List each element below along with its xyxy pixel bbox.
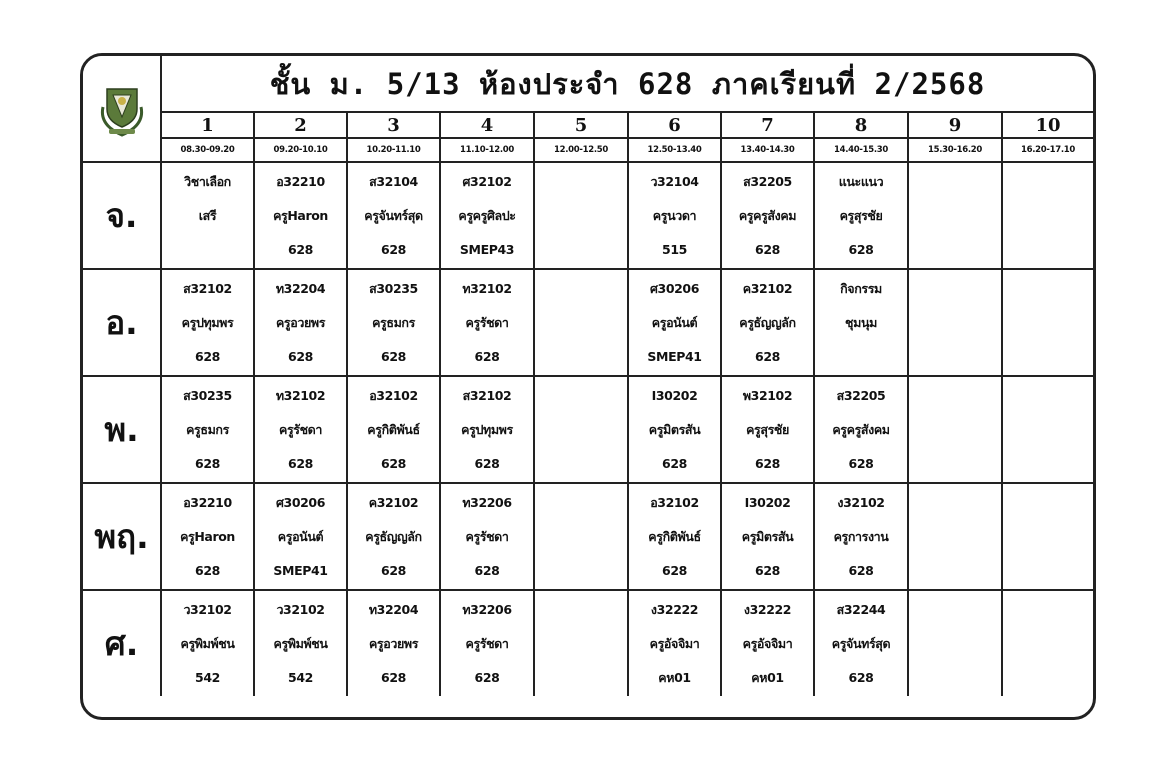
day-label: จ. (83, 162, 161, 269)
teacher-name: ครูจันทร์สุด (831, 635, 891, 651)
room-number (535, 554, 627, 588)
room-number (1003, 554, 1093, 588)
class-slot (721, 590, 814, 696)
room-number: 628 (474, 562, 500, 578)
teacher-name (1003, 413, 1093, 447)
class-slot (534, 376, 628, 483)
teacher-name: ครูรัชดา (465, 314, 509, 330)
teacher-name: ครูรัชดา (465, 528, 509, 544)
class-slot (440, 269, 534, 376)
teacher-name (1003, 199, 1093, 233)
teacher-name: ครูสุรชัย (839, 207, 883, 223)
period-number-row (83, 112, 1093, 138)
subject-code (535, 272, 627, 306)
room-number: 628 (381, 669, 406, 685)
class-slot (908, 376, 1002, 483)
teacher-name (535, 413, 627, 447)
class-slot (1002, 590, 1093, 696)
class-slot (347, 590, 440, 696)
class-slot (347, 483, 440, 590)
timetable (83, 56, 1093, 696)
subject-code (1003, 593, 1093, 627)
room-number: SMEP41 (273, 562, 328, 578)
subject-code: ง32222 (650, 601, 699, 617)
class-slot (1002, 269, 1093, 376)
school-crest-icon (97, 79, 147, 139)
room-number: 628 (755, 562, 780, 578)
subject-code: ว32102 (183, 601, 232, 617)
class-slot (721, 376, 814, 483)
teacher-name: ครูอวยพร (368, 635, 419, 651)
period-time: 08.30-09.20 (161, 138, 254, 162)
teacher-name: ครูHaron (180, 528, 235, 544)
subject-code (535, 165, 627, 199)
class-slot (440, 162, 534, 269)
room-number (535, 661, 627, 695)
subject-code (535, 486, 627, 520)
room-number (535, 340, 627, 374)
room-number (909, 661, 1001, 695)
teacher-name: ครูกิติพันธ์ (367, 421, 420, 437)
period-time: 13.40-14.30 (721, 138, 814, 162)
subject-code: ค32102 (742, 280, 793, 296)
teacher-name: ครูมิตรสัน (648, 421, 701, 437)
teacher-name (535, 199, 627, 233)
teacher-name: ครูอนันต์ (277, 528, 324, 544)
class-slot (908, 483, 1002, 590)
room-number: 628 (474, 669, 500, 685)
class-slot (814, 269, 908, 376)
timetable-frame (80, 53, 1096, 720)
subject-code: พ32102 (742, 387, 793, 403)
room-number: 628 (195, 348, 220, 364)
subject-code: ท32206 (462, 494, 512, 510)
subject-code: อ32210 (276, 173, 325, 189)
day-label: ศ. (83, 590, 161, 696)
class-slot (440, 590, 534, 696)
class-slot (534, 590, 628, 696)
teacher-name: ครูการงาน (833, 528, 889, 544)
subject-code: ว32102 (276, 601, 325, 617)
class-slot (1002, 483, 1093, 590)
subject-code: ส32205 (743, 173, 792, 189)
subject-code (909, 379, 1001, 413)
class-slot (347, 269, 440, 376)
period-number: 5 (534, 112, 628, 138)
room-number: 628 (381, 348, 406, 364)
period-time: 14.40-15.30 (814, 138, 908, 162)
subject-code: I30202 (651, 387, 698, 403)
subject-code: ศ30206 (649, 280, 700, 296)
class-slot (721, 162, 814, 269)
day-label: พ. (83, 376, 161, 483)
period-time: 11.10-12.00 (440, 138, 534, 162)
class-slot (440, 483, 534, 590)
teacher-name: เสรี (198, 207, 217, 223)
room-number (1003, 447, 1093, 481)
subject-code (1003, 379, 1093, 413)
teacher-name: ครูจันทร์สุด (364, 207, 423, 223)
room-number (909, 233, 1001, 267)
room-number: 628 (288, 241, 313, 257)
teacher-name: ครูHaron (273, 207, 328, 223)
period-time: 16.20-17.10 (1002, 138, 1093, 162)
room-number (162, 233, 253, 267)
subject-code (1003, 486, 1093, 520)
room-number (535, 447, 627, 481)
room-number: 628 (195, 455, 220, 471)
room-number (1003, 661, 1093, 695)
room-number: 628 (848, 241, 874, 257)
teacher-name (1003, 627, 1093, 661)
subject-code: ท32206 (462, 601, 512, 617)
subject-code: ท32102 (462, 280, 512, 296)
room-number: 628 (195, 562, 220, 578)
period-time: 12.50-13.40 (628, 138, 721, 162)
class-slot (814, 162, 908, 269)
class-slot (908, 162, 1002, 269)
class-slot (254, 162, 347, 269)
subject-code: อ32210 (183, 494, 232, 510)
period-time: 09.20-10.10 (254, 138, 347, 162)
subject-code: ส30235 (369, 280, 418, 296)
class-slot (908, 590, 1002, 696)
day-label: อ. (83, 269, 161, 376)
subject-code: ส32102 (462, 387, 512, 403)
teacher-name: ครูอัจจิมา (742, 635, 793, 651)
period-number: 6 (628, 112, 721, 138)
subject-code (535, 379, 627, 413)
period-time: 12.00-12.50 (534, 138, 628, 162)
subject-code: แนะแนว (838, 173, 884, 189)
teacher-name: ครูอนันต์ (651, 314, 698, 330)
teacher-name: ชุมนุม (845, 314, 877, 330)
room-number: 542 (288, 669, 313, 685)
room-number (909, 554, 1001, 588)
subject-code: ท32102 (275, 387, 326, 403)
teacher-name: ครูนวดา (652, 207, 697, 223)
class-slot (534, 483, 628, 590)
room-number (815, 340, 907, 374)
day-label: พฤ. (83, 483, 161, 590)
class-slot (161, 483, 254, 590)
room-number: 515 (662, 241, 687, 257)
teacher-name (909, 306, 1001, 340)
class-slot (628, 162, 721, 269)
class-slot (628, 269, 721, 376)
class-slot (161, 590, 254, 696)
teacher-name: ครูธมกร (186, 421, 229, 437)
school-logo (83, 56, 161, 162)
class-slot (628, 590, 721, 696)
teacher-name: ครูธัญญลัก (365, 528, 422, 544)
room-number: 628 (381, 241, 406, 257)
subject-code: วิชาเลือก (184, 173, 231, 189)
class-slot (721, 269, 814, 376)
day-row (83, 483, 1093, 590)
teacher-name (909, 520, 1001, 554)
period-time: 10.20-11.10 (347, 138, 440, 162)
subject-code (909, 165, 1001, 199)
teacher-name: ครูธัญญลัก (739, 314, 796, 330)
subject-code: ง32222 (743, 601, 792, 617)
class-slot (814, 590, 908, 696)
room-number (909, 447, 1001, 481)
teacher-name (535, 520, 627, 554)
subject-code: ง32102 (837, 494, 885, 510)
teacher-name: ครูพิมพ์ชน (180, 635, 235, 651)
room-number: 628 (755, 348, 780, 364)
subject-code: ท32204 (275, 280, 326, 296)
teacher-name: ครูปทุมพร (461, 421, 513, 437)
room-number (535, 233, 627, 267)
teacher-name: ครูครูสังคม (832, 421, 890, 437)
period-number: 8 (814, 112, 908, 138)
subject-code (909, 486, 1001, 520)
class-slot (628, 483, 721, 590)
subject-code: ว32104 (650, 173, 699, 189)
room-number: 628 (662, 562, 687, 578)
room-number: 628 (848, 562, 874, 578)
class-slot (161, 269, 254, 376)
subject-code (909, 272, 1001, 306)
teacher-name (1003, 306, 1093, 340)
class-slot (628, 376, 721, 483)
teacher-name: ครูครูสังคม (738, 207, 797, 223)
room-number: 628 (288, 348, 313, 364)
class-slot (254, 269, 347, 376)
room-number: 628 (848, 669, 874, 685)
room-number: 628 (662, 455, 687, 471)
period-time: 15.30-16.20 (908, 138, 1002, 162)
room-number (909, 340, 1001, 374)
period-number: 2 (254, 112, 347, 138)
room-number: 542 (195, 669, 220, 685)
subject-code: อ32102 (650, 494, 699, 510)
room-number: 628 (381, 562, 406, 578)
subject-code (1003, 165, 1093, 199)
class-slot (254, 483, 347, 590)
room-number: 628 (474, 348, 500, 364)
teacher-name: ครูอัจจิมา (649, 635, 700, 651)
room-number: 628 (288, 455, 313, 471)
subject-code: อ32102 (369, 387, 418, 403)
subject-code: I30202 (744, 494, 791, 510)
teacher-name: ครูสุรชัย (746, 421, 789, 437)
room-number: 628 (474, 455, 500, 471)
subject-code (535, 593, 627, 627)
subject-code: ท32204 (368, 601, 419, 617)
class-slot (347, 376, 440, 483)
room-number: SMEP41 (647, 348, 702, 364)
teacher-name: ครูอวยพร (275, 314, 326, 330)
subject-code (1003, 272, 1093, 306)
period-number: 3 (347, 112, 440, 138)
day-row (83, 162, 1093, 269)
subject-code: ส32244 (836, 601, 886, 617)
subject-code: ส32104 (369, 173, 418, 189)
subject-code: กิจกรรม (840, 280, 882, 296)
class-slot (908, 269, 1002, 376)
class-slot (254, 376, 347, 483)
room-number: คห01 (658, 669, 691, 685)
period-number: 1 (161, 112, 254, 138)
teacher-name (535, 306, 627, 340)
teacher-name (909, 413, 1001, 447)
subject-code: ส32102 (183, 280, 232, 296)
subject-code (909, 593, 1001, 627)
period-number: 10 (1002, 112, 1093, 138)
class-slot (1002, 376, 1093, 483)
teacher-name: ครูมิตรสัน (741, 528, 794, 544)
room-number: 628 (848, 455, 874, 471)
subject-code: ค32102 (368, 494, 419, 510)
period-time-row (83, 138, 1093, 162)
class-slot (161, 162, 254, 269)
period-number: 7 (721, 112, 814, 138)
subject-code: ศ32102 (462, 173, 512, 189)
class-slot (254, 590, 347, 696)
class-slot (721, 483, 814, 590)
teacher-name: ครูรัชดา (278, 421, 322, 437)
class-slot (347, 162, 440, 269)
page-title: ชั้น ม. 5/13 ห้องประจำ 628 ภาคเรียนที่ 2/2568 (161, 56, 1093, 112)
teacher-name: ครูครูศิลปะ (458, 207, 516, 223)
day-row (83, 376, 1093, 483)
class-slot (534, 162, 628, 269)
class-slot (814, 376, 908, 483)
teacher-name: ครูปทุมพร (181, 314, 234, 330)
day-row (83, 590, 1093, 696)
class-slot (1002, 162, 1093, 269)
subject-code: ศ30206 (275, 494, 326, 510)
day-row (83, 269, 1093, 376)
teacher-name (1003, 520, 1093, 554)
room-number: 628 (381, 455, 406, 471)
room-number: SMEP43 (459, 241, 515, 257)
class-slot (440, 376, 534, 483)
room-number: 628 (755, 455, 780, 471)
teacher-name (535, 627, 627, 661)
teacher-name: ครูรัชดา (465, 635, 509, 651)
class-slot (161, 376, 254, 483)
period-number: 9 (908, 112, 1002, 138)
room-number (1003, 340, 1093, 374)
room-number: 628 (755, 241, 780, 257)
teacher-name (909, 199, 1001, 233)
room-number: คห01 (751, 669, 784, 685)
teacher-name: ครูกิติพันธ์ (648, 528, 701, 544)
teacher-name: ครูธมกร (372, 314, 415, 330)
teacher-name (909, 627, 1001, 661)
class-slot (534, 269, 628, 376)
teacher-name: ครูพิมพ์ชน (273, 635, 328, 651)
room-number (1003, 233, 1093, 267)
period-number: 4 (440, 112, 534, 138)
subject-code: ส30235 (183, 387, 232, 403)
subject-code: ส32205 (836, 387, 886, 403)
class-slot (814, 483, 908, 590)
